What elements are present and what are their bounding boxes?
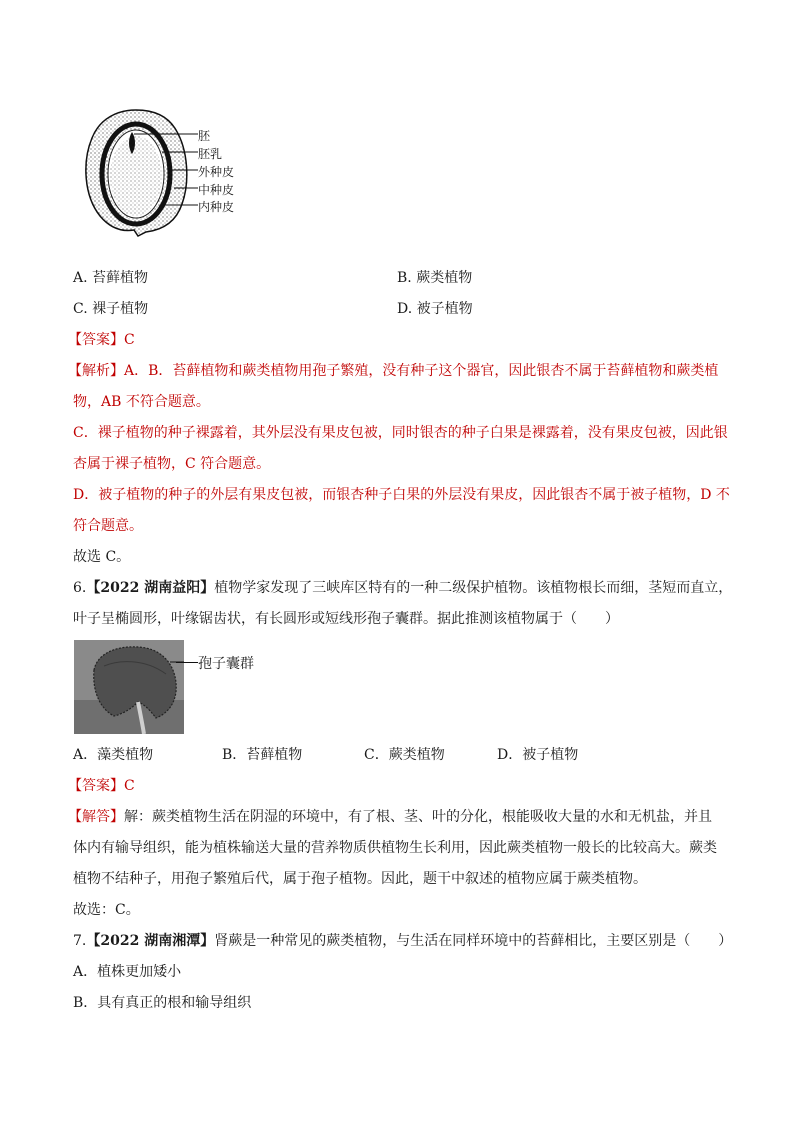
label-outer-coat: 外种皮 [198, 165, 235, 179]
q7-source: 【2022 湖南湘潭】 [86, 933, 215, 949]
label-inner-coat: 内种皮 [198, 200, 235, 214]
q6-answer-value: C [124, 778, 135, 794]
q5-answer [68, 330, 135, 350]
q5-analysis-line-5: D．被子植物的种子的外层有果皮包被，而银杏种子白果的外层没有果皮，因此银杏不属于被子植物，D 不 [73, 487, 730, 503]
q6-answer-tag: 【答案】 [68, 778, 124, 794]
q6-answer [68, 776, 135, 796]
q7-stem [73, 931, 732, 951]
q6-solution-text-1: 解：蕨类植物生活在阴湿的环境中，有了根、茎、叶的分化，根能吸收大量的水和无机盐，并且 [124, 809, 712, 825]
q7-option-a: A．植株更加矮小 [73, 964, 182, 980]
q7-stem-text: 肾蕨是一种常见的蕨类植物，与生活在同样环境中的苔藓相比，主要区别是（ ） [214, 933, 733, 949]
q6-conclusion: 故选：C。 [73, 902, 140, 918]
q7-number: 7. [73, 933, 87, 949]
q7-option-b: B．具有真正的根和输导组织 [73, 995, 252, 1011]
q6-stem-line-1 [73, 578, 732, 598]
label-embryo: 胚 [198, 129, 211, 143]
q5-option-b: B. 蕨类植物 [397, 270, 473, 286]
q6-stem-text-1: 植物学家发现了三峡库区特有的一种二级保护植物。该植物根长而细，茎短而直立， [214, 580, 733, 596]
q5-answer-tag: 【答案】 [68, 332, 124, 348]
q5-analysis-line-2: 物，AB 不符合题意。 [73, 394, 210, 410]
endosperm-shape [110, 136, 162, 216]
q5-option-c: C. 裸子植物 [73, 301, 149, 317]
q6-number: 6. [73, 580, 87, 596]
q6-source: 【2022 湖南益阳】 [86, 580, 215, 596]
q6-stem-line-2: 叶子呈椭圆形，叶缘锯齿状，有长圆形或短线形孢子囊群。据此推测该植物属于（ ） [73, 611, 619, 627]
q6-figure-label: 孢子囊群 [198, 656, 254, 672]
q5-analysis-line-6: 符合题意。 [73, 518, 143, 534]
q6-option-b: B．苔藓植物 [222, 747, 303, 763]
q6-solution-tag: 【解答】 [68, 809, 124, 825]
seed-diagram [78, 104, 248, 240]
q5-analysis-tag: 【解析】 [68, 363, 124, 379]
q6-solution-line-3: 植物不结种子，用孢子繁殖后代，属于孢子植物。因此，题干中叙述的植物应属于蕨类植物。 [73, 871, 647, 887]
q6-option-c: C．蕨类植物 [364, 747, 445, 763]
q6-solution-line-2: 体内有输导组织，能为植株输送大量的营养物质供植物生长利用，因此蕨类植物一般长的比较高大。蕨类 [73, 840, 717, 856]
q5-analysis-text-1: A．B．苔藓植物和蕨类植物用孢子繁殖，没有种子这个器官，因此银杏不属于苔藓植物和蕨类植 [124, 363, 719, 379]
q5-option-a: A. 苔藓植物 [73, 270, 149, 286]
label-middle-coat: 中种皮 [198, 183, 235, 197]
fern-pointer-line [176, 662, 198, 663]
q6-solution-line-1 [68, 807, 712, 827]
label-endosperm: 胚乳 [198, 147, 223, 161]
fern-photo [74, 640, 184, 734]
q5-analysis-line-4: 杏属于裸子植物，C 符合题意。 [73, 456, 271, 472]
q5-option-d: D. 被子植物 [397, 301, 473, 317]
q6-option-a: A．藻类植物 [73, 747, 154, 763]
q6-option-d: D．被子植物 [497, 747, 579, 763]
q5-analysis-line-3: C．裸子植物的种子裸露着，其外层没有果皮包被，同时银杏的种子白果是裸露着，没有果皮包被，因此银 [73, 425, 728, 441]
q5-conclusion: 故选 C。 [73, 549, 131, 565]
q5-answer-value: C [124, 332, 135, 348]
fern-photo-svg [74, 640, 184, 734]
q5-analysis-line-1 [68, 361, 718, 381]
